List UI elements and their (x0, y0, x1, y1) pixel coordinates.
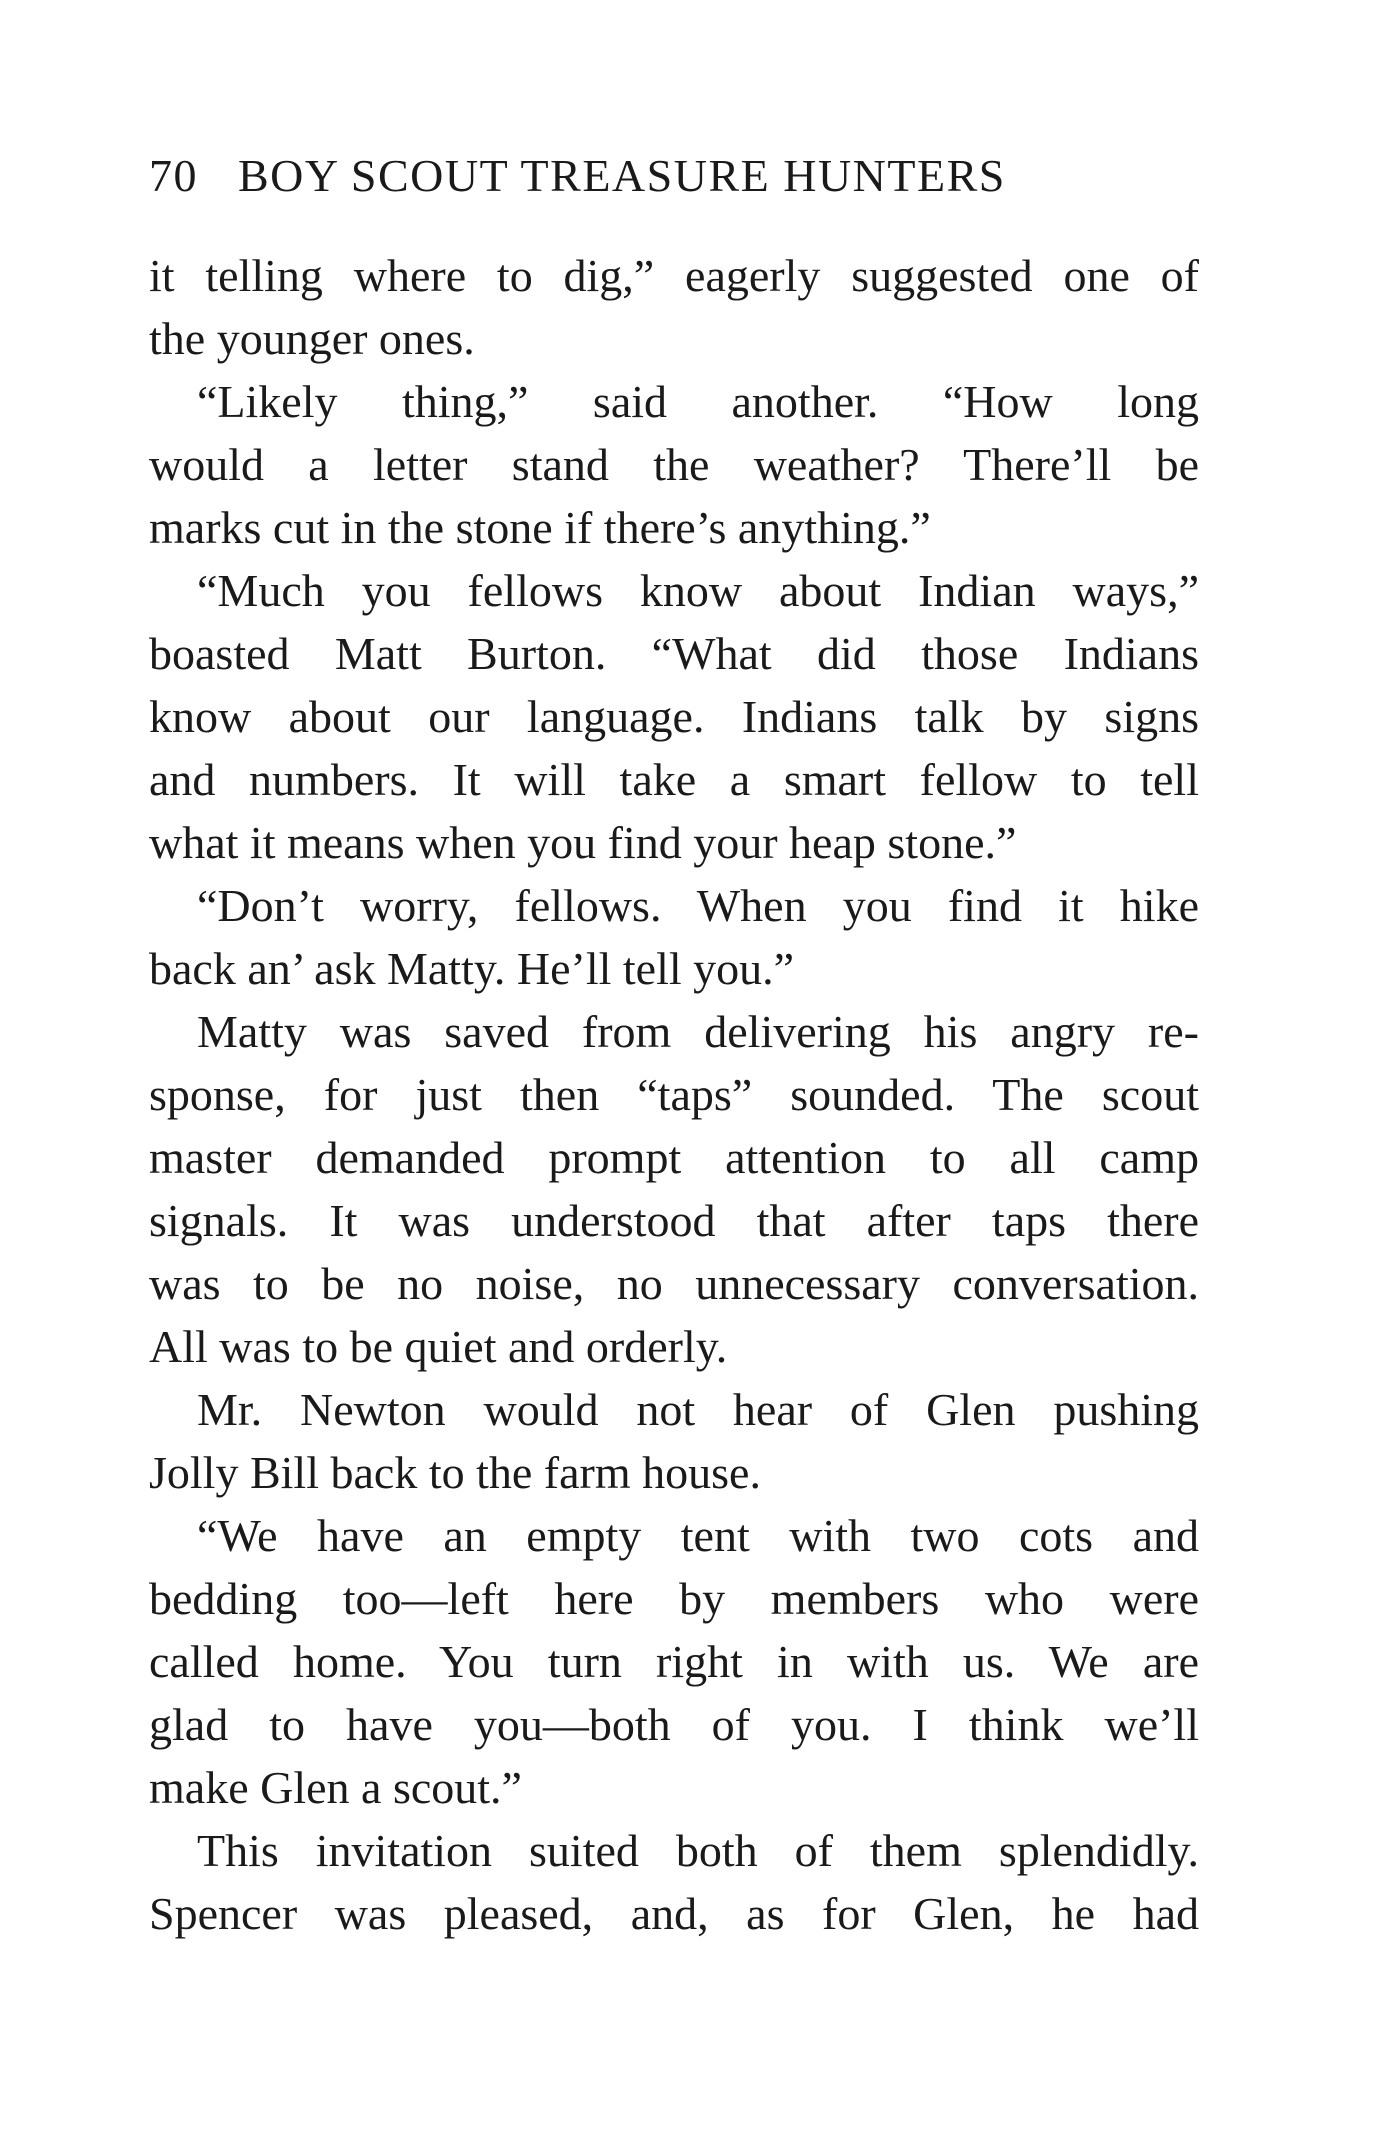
text-line: back an’ ask Matty. He’ll tell you.” (149, 943, 795, 994)
text-line: master demanded prompt attention to all camp (149, 1132, 1199, 1183)
text-line: All was to be quiet and orderly. (149, 1321, 728, 1372)
text-line: and numbers. It will take a smart fellow to tell (149, 754, 1199, 805)
text-line: Spencer was pleased, and, as for Glen, he had (149, 1888, 1199, 1939)
running-title: BOY SCOUT TREASURE HUNTERS (238, 150, 1006, 201)
text-line: Mr. Newton would not hear of Glen pushing (197, 1384, 1199, 1435)
text-line: This invitation suited both of them splendidly. (197, 1825, 1199, 1876)
text-line: signals. It was understood that after taps there (149, 1195, 1199, 1246)
text-line: Jolly Bill back to the farm house. (149, 1447, 761, 1498)
text-line: would a letter stand the weather? There’ll be (149, 439, 1199, 490)
text-line: the younger ones. (149, 313, 475, 364)
text-line: marks cut in the stone if there’s anything.” (149, 502, 931, 553)
text-line: Matty was saved from delivering his angry re- (197, 1006, 1199, 1057)
text-line: boasted Matt Burton. “What did those Indians (149, 628, 1199, 679)
text-line: bedding too—left here by members who were (149, 1573, 1199, 1624)
text-line: it telling where to dig,” eagerly suggested one of (149, 250, 1199, 301)
text-line: sponse, for just then “taps” sounded. The scout (149, 1069, 1199, 1120)
body-text (149, 244, 1199, 1945)
text-line: what it means when you find your heap stone.” (149, 817, 1017, 868)
text-line: called home. You turn right in with us. We are (149, 1636, 1199, 1687)
text-line: was to be no noise, no unnecessary conversation. (149, 1258, 1199, 1309)
text-line: “We have an empty tent with two cots and (197, 1510, 1199, 1561)
text-line: glad to have you—both of you. I think we’ll (149, 1699, 1199, 1750)
text-line: “Likely thing,” said another. “How long (197, 376, 1199, 427)
text-line: “Don’t worry, fellows. When you find it hike (197, 880, 1199, 931)
page-number: 70 (149, 150, 198, 201)
running-header (149, 148, 1199, 204)
text-line: “Much you fellows know about Indian ways,” (197, 565, 1199, 616)
text-line: make Glen a scout.” (149, 1762, 522, 1813)
text-line: know about our language. Indians talk by signs (149, 691, 1199, 742)
